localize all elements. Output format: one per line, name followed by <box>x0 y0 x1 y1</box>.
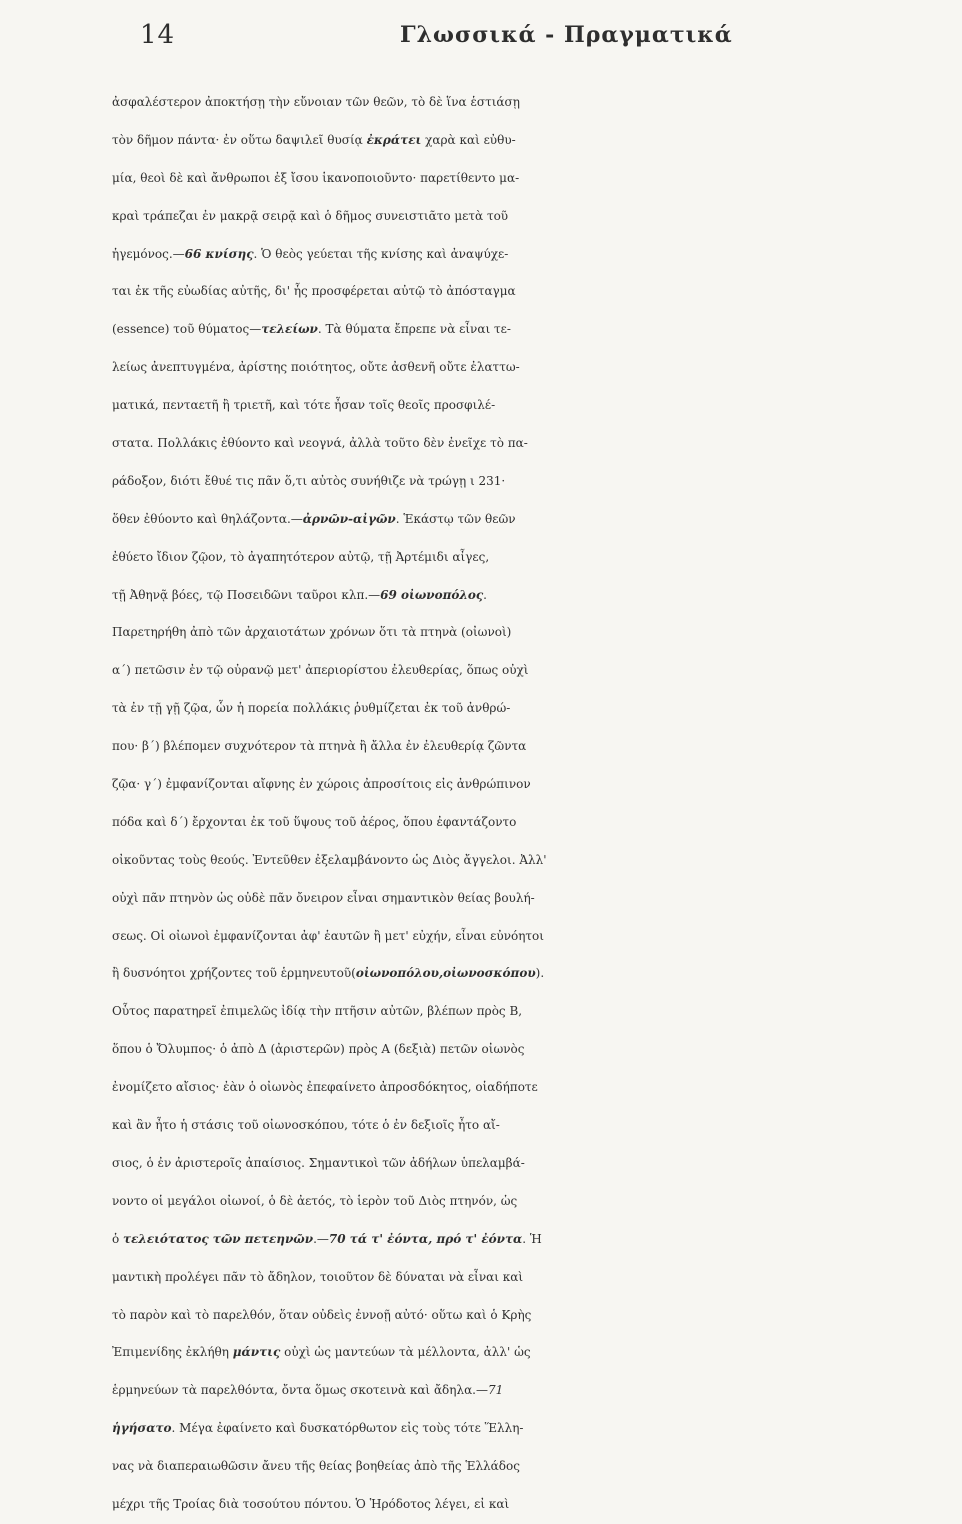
text-segment: μαντικὴ προλέγει πᾶν τὸ ἄδηλον, τοιοῦτον δὲ δύναται νὰ εἶναι καὶ <box>112 1269 524 1284</box>
text-segment: οὐχὶ πᾶν πτηνὸν ὡς οὐδὲ πᾶν ὄνειρον εἶναι σημαντικὸν θείας βουλή- <box>112 890 535 905</box>
text-segment: . Ἡ <box>522 1231 542 1246</box>
text-segment: σεως. Οἱ οἰωνοὶ ἐμφανίζονται ἀφ' ἑαυτῶν ἢ μετ' εὐχήν, εἶναι εὐνόητοι <box>112 928 544 943</box>
text-line <box>112 463 942 501</box>
text-segment: (essence) τοῦ θύματος— <box>112 322 262 337</box>
text-segment: α΄) πετῶσιν ἐν τῷ οὐρανῷ μετ' ἀπεριορίστου ἐλευθερίας, ὅπως οὐχὶ <box>112 663 529 678</box>
text-line <box>112 1372 942 1410</box>
text-line <box>112 955 942 993</box>
text-segment: . Τὰ θύματα ἔπρεπε νὰ εἶναι τε- <box>317 322 511 337</box>
text-segment: τὰ ἐν τῇ γῇ ζῷα, ὧν ἡ πορεία πολλάκις ῥυθμίζεται ἐκ τοῦ ἀνθρώ- <box>112 701 511 716</box>
text-segment: που· β΄) βλέπομεν συχνότερον τὰ πτηνὰ ἢ ἄλλα ἐν ἐλευθερίᾳ ζῶντα <box>112 739 527 754</box>
text-segment: ἀσφαλέστερον ἀποκτήσῃ τὴν εὔνοιαν τῶν θεῶν, τὸ δὲ ἵνα ἑστιάσῃ <box>112 95 520 109</box>
emphasized-term: ἐκράτει <box>366 132 422 147</box>
text-segment: λείως ἀνεπτυγμένα, ἀρίστης ποιότητος, οὔτε ἀσθενῆ οὔτε ἐλαττω- <box>112 360 520 375</box>
text-line <box>112 880 942 918</box>
page-header <box>140 20 900 60</box>
text-line <box>112 842 942 880</box>
text-segment: ζῷα· γ΄) ἐμφανίζονται αἴφνης ἐν χώροις ἀπροσίτοις εἰς ἀνθρώπινον <box>112 777 531 792</box>
text-segment: . Ὁ θεὸς γεύεται τῆς κνίσης καὶ ἀναψύχε- <box>253 246 509 261</box>
emphasized-term: μάντις <box>232 1345 281 1360</box>
text-line <box>112 918 942 956</box>
text-segment: ματικά, πενταετῆ ἢ τριετῆ, καὶ τότε ἦσαν τοῖς θεοῖς προσφιλέ- <box>112 398 496 413</box>
emphasized-term: ἡγήσατο <box>112 1421 172 1436</box>
text-segment: τὸν δῆμον πάντα· ἐν οὕτω δαψιλεῖ θυσίᾳ <box>112 132 367 147</box>
text-segment: οὐχὶ ὡς μαντεύων τὰ μέλλοντα, ἀλλ' ὡς <box>280 1345 531 1360</box>
text-line <box>112 1410 942 1448</box>
text-line <box>112 1259 942 1297</box>
text-segment: ἡγεμόνος.— <box>112 246 185 261</box>
text-segment: νοντο οἱ μεγάλοι οἰωνοί, ὁ δὲ ἀετός, τὸ ἱερὸν τοῦ Διὸς πτηνόν, ὡς <box>112 1193 518 1208</box>
text-segment: Οὗτος παρατηρεῖ ἐπιμελῶς ἰδίᾳ τὴν πτῆσιν αὐτῶν, βλέπων πρὸς Β, <box>112 1004 523 1019</box>
text-line <box>112 311 942 349</box>
text-line <box>112 1486 942 1524</box>
text-segment: ἑρμηνεύων τὰ παρελθόντα, ὄντα ὅμως σκοτεινὰ καὶ ἄδηλα.— <box>112 1383 488 1398</box>
text-segment: χαρὰ καὶ εὐθυ- <box>421 132 516 147</box>
emphasized-term: ἀρνῶν-αἰγῶν <box>302 511 396 526</box>
text-segment: οἰκοῦντας τοὺς θεούς. Ἐντεῦθεν ἐξελαμβάνοντο ὡς Διὸς ἄγγελοι. Ἀλλ' <box>112 852 547 867</box>
text-segment: ται ἐκ τῆς εὐωδίας αὐτῆς, δι' ἧς προσφέρεται αὐτῷ τὸ ἀπόσταγμα <box>112 284 516 299</box>
text-line <box>112 425 942 463</box>
running-title: Γλωσσικά - Πραγματικά <box>400 22 733 48</box>
text-segment: Ἐπιμενίδης ἐκλήθη <box>112 1345 233 1360</box>
text-segment: .— <box>313 1231 329 1246</box>
text-segment: τὸ παρὸν καὶ τὸ παρελθόν, ὅταν οὐδεὶς ἐννοῇ αὐτό· οὕτω καὶ ὁ Κρὴς <box>112 1307 532 1322</box>
text-line <box>112 766 942 804</box>
text-line <box>112 501 942 539</box>
text-line <box>112 1221 942 1259</box>
text-segment: . Ἑκάστῳ τῶν θεῶν <box>395 511 516 526</box>
text-segment: καὶ ἂν ἦτο ἡ στάσις τοῦ οἰωνοσκόπου, τότε ὁ ἐν δεξιοῖς ἦτο αἴ- <box>112 1118 500 1133</box>
text-segment: ἢ δυσνόητοι χρήζοντες τοῦ ἑρμηνευτοῦ( <box>112 966 356 981</box>
text-segment: στατα. Πολλάκις ἐθύοντο καὶ νεογνά, ἀλλὰ τοῦτο δὲν ἐνεῖχε τὸ πα- <box>112 436 528 451</box>
text-line <box>112 198 942 236</box>
text-line <box>112 614 942 652</box>
text-line <box>112 122 942 160</box>
emphasized-term: οἰωνοπόλου,οἰωνοσκόπου <box>355 966 536 981</box>
text-segment: ἐθύετο ἴδιον ζῷον, τὸ ἀγαπητότερον αὐτῷ, τῇ Ἀρτέμιδι αἶγες, <box>112 549 490 564</box>
text-segment: ὁ <box>112 1231 124 1246</box>
text-segment: πόδα καὶ δ΄) ἔρχονται ἐκ τοῦ ὕψους τοῦ ἀέρος, ὅπου ἐφαντάζοντο <box>112 814 517 829</box>
text-line <box>112 993 942 1031</box>
text-line <box>112 1297 942 1335</box>
text-line <box>112 577 942 615</box>
text-line <box>112 1448 942 1486</box>
text-line <box>112 349 942 387</box>
text-line <box>112 1183 942 1221</box>
text-segment: κραὶ τράπεζαι ἐν μακρᾷ σειρᾷ καὶ ὁ δῆμος συνειστιᾶτο μετὰ τοῦ <box>112 208 509 223</box>
emphasized-term: τελειότατος τῶν πετεηνῶν <box>123 1231 314 1246</box>
text-line <box>112 690 942 728</box>
emphasized-term: 71 <box>488 1383 504 1398</box>
emphasized-term: τελείων <box>261 322 318 337</box>
text-line <box>112 236 942 274</box>
text-line <box>112 160 942 198</box>
text-line <box>112 84 942 122</box>
text-line <box>112 273 942 311</box>
text-line <box>112 1107 942 1145</box>
emphasized-term: 69 οἰωνοπόλος <box>380 587 484 602</box>
text-segment: ὅθεν ἐθύοντο καὶ θηλάζοντα.— <box>112 511 303 526</box>
text-line <box>112 1069 942 1107</box>
text-segment: . <box>483 587 487 602</box>
text-line <box>112 1031 942 1069</box>
text-segment: ). <box>535 966 545 981</box>
text-segment: ἐνομίζετο αἴσιος· ἐὰν ὁ οἰωνὸς ἐπεφαίνετο ἀπροσδόκητος, οἱαδήποτε <box>112 1080 538 1095</box>
text-segment: μέχρι τῆς Τροίας διὰ τοσούτου πόντου. Ὁ Ἡρόδοτος λέγει, εἰ καὶ <box>112 1496 510 1511</box>
emphasized-term: 66 κνίσης <box>184 246 254 261</box>
text-line <box>112 1145 942 1183</box>
text-segment: νας νὰ διαπεραιωθῶσιν ἄνευ τῆς θείας βοηθείας ἀπὸ τῆς Ἑλλάδος <box>112 1459 520 1474</box>
text-segment: Παρετηρήθη ἀπὸ τῶν ἀρχαιοτάτων χρόνων ὅτι τὰ πτηνὰ (οἰωνοὶ) <box>112 625 512 640</box>
text-line <box>112 539 942 577</box>
text-segment: ράδοξον, διότι ἔθυέ τις πᾶν ὅ,τι αὐτὸς συνήθιζε νὰ τρώγῃ ι 231· <box>112 473 506 488</box>
text-line <box>112 728 942 766</box>
text-segment: μία, θεοὶ δὲ καὶ ἄνθρωποι ἐξ ἴσου ἱκανοποιοῦντο· παρετίθεντο μα- <box>112 170 520 185</box>
text-segment: τῇ Ἀθηνᾷ βόες, τῷ Ποσειδῶνι ταῦροι κλπ.— <box>112 587 381 602</box>
page-number: 14 <box>140 20 176 50</box>
emphasized-term: 70 τά τ' ἐόντα, πρό τ' ἐόντα <box>328 1231 523 1246</box>
text-line <box>112 652 942 690</box>
text-line <box>112 804 942 842</box>
text-segment: ὅπου ὁ Ὄλυμπος· ὁ ἀπὸ Δ (ἀριστερῶν) πρὸς Α (δεξιὰ) πετῶν οἰωνὸς <box>112 1042 525 1057</box>
body-text <box>112 84 942 1524</box>
text-segment: σιος, ὁ ἐν ἀριστεροῖς ἀπαίσιος. Σημαντικοὶ τῶν ἀδήλων ὑπελαμβά- <box>112 1155 525 1170</box>
text-line <box>112 1334 942 1372</box>
text-line <box>112 387 942 425</box>
text-segment: . Μέγα ἐφαίνετο καὶ δυσκατόρθωτον εἰς τοὺς τότε Ἕλλη- <box>171 1421 524 1436</box>
